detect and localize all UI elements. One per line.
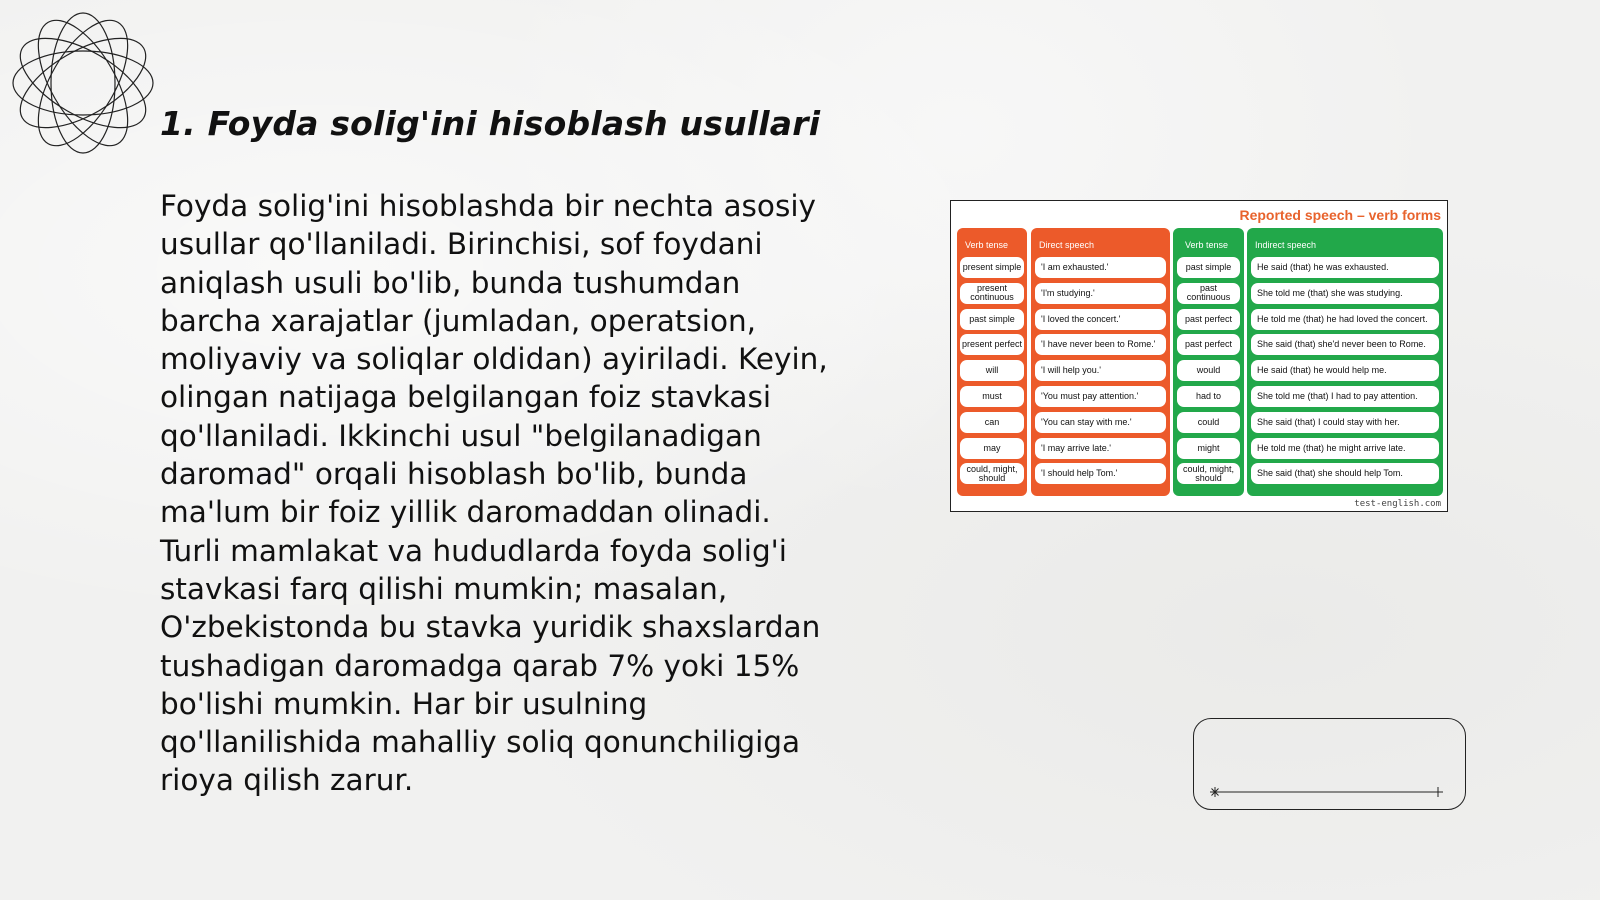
indirect-speech-cell: She told me (that) she was studying.: [1251, 283, 1439, 304]
indirect-speech-cell: She said (that) she'd never been to Rome.: [1251, 334, 1439, 355]
reported-speech-table-image: [950, 200, 1448, 512]
indirect-tense-cell: could: [1177, 412, 1240, 433]
direct-tense-cell: can: [960, 412, 1024, 433]
indirect-speech-cell: He told me (that) he had loved the concert.: [1251, 309, 1439, 330]
table-title: Reported speech – verb forms: [1239, 207, 1441, 223]
circle-ornament-icon: [8, 8, 158, 158]
indirect-tense-cell: might: [1177, 438, 1240, 459]
direct-speech-cell: 'I have never been to Rome.': [1035, 334, 1166, 355]
body-line: qo'llaniladi. Ikkinchi usul "belgilanadigan: [160, 418, 762, 453]
site-watermark: test-english.com: [1354, 499, 1441, 509]
indirect-speech-cell: She said (that) I could stay with her.: [1251, 412, 1439, 433]
body-paragraph: [160, 187, 860, 800]
direct-tense-cell: must: [960, 386, 1024, 407]
direct-speech-cell: 'I should help Tom.': [1035, 463, 1166, 484]
body-line: tushadigan daromadga qarab 7% yoki 15%: [160, 648, 800, 683]
body-line: qo'llanilishida mahalliy soliq qonunchiligiga: [160, 725, 801, 760]
direct-speech-cell: 'You must pay attention.': [1035, 386, 1166, 407]
body-line: ma'lum bir foiz yillik daromaddan olinadi.: [160, 495, 771, 530]
body-line: Foyda solig'ini hisoblashda bir nechta asosiy: [160, 189, 817, 223]
indirect-speech-cell: He said (that) he was exhausted.: [1251, 257, 1439, 278]
body-line: rioya qilish zarur.: [160, 763, 414, 798]
indirect-tense-cell: past simple: [1177, 257, 1240, 278]
slide-title: 1. Foyda solig'ini hisoblash usullari: [160, 104, 821, 143]
direct-tense-cell: will: [960, 360, 1024, 381]
column-header: Verb tense: [1185, 240, 1229, 250]
indirect-tense-cell: would: [1177, 360, 1240, 381]
column-header: Indirect speech: [1255, 240, 1317, 250]
direct-speech-cell: 'I'm studying.': [1035, 283, 1166, 304]
indirect-tense-cell: past perfect: [1177, 334, 1240, 355]
body-line: daromad" orqali hisoblash bo'lib, bunda: [160, 457, 748, 492]
body-line: usullar qo'llaniladi. Birinchisi, sof foydani: [160, 227, 763, 262]
column-header: Direct speech: [1039, 240, 1095, 250]
direct-tense-cell: may: [960, 438, 1024, 459]
direct-speech-cell: 'You can stay with me.': [1035, 412, 1166, 433]
body-line: O'zbekistonda bu stavka yuridik shaxslardan: [160, 610, 821, 645]
direct-tense-cell: could, might, should: [960, 463, 1024, 484]
direct-speech-cell: 'I am exhausted.': [1035, 257, 1166, 278]
direct-speech-cell: 'I loved the concert.': [1035, 309, 1166, 330]
indirect-tense-cell: past perfect: [1177, 309, 1240, 330]
star-line-icon: [1210, 787, 1445, 797]
indirect-speech-cell: He told me (that) he might arrive late.: [1251, 438, 1439, 459]
body-line: Turli mamlakat va hududlarda foyda solig'i: [160, 533, 787, 568]
body-line: bo'lishi mumkin. Har bir usulning: [160, 686, 648, 721]
body-line: moliyaviy va soliqlar oldidan) ayiriladi. Keyin,: [160, 342, 828, 377]
direct-tense-cell: past simple: [960, 309, 1024, 330]
body-line: stavkasi farq qilishi mumkin; masalan,: [160, 571, 728, 606]
indirect-speech-cell: She told me (that) I had to pay attention.: [1251, 386, 1439, 407]
indirect-tense-cell: had to: [1177, 386, 1240, 407]
direct-tense-cell: present continuous: [960, 283, 1024, 304]
direct-tense-cell: present perfect: [960, 334, 1024, 355]
indirect-tense-cell: could, might, should: [1177, 463, 1240, 484]
direct-speech-cell: 'I may arrive late.': [1035, 438, 1166, 459]
indirect-tense-cell: past continuous: [1177, 283, 1240, 304]
indirect-speech-cell: She said (that) she should help Tom.: [1251, 463, 1439, 484]
direct-speech-cell: 'I will help you.': [1035, 360, 1166, 381]
body-line: barcha xarajatlar (jumladan, operatsion,: [160, 303, 757, 338]
direct-tense-cell: present simple: [960, 257, 1024, 278]
body-line: aniqlash usuli bo'lib, bunda tushumdan: [160, 265, 741, 300]
indirect-speech-cell: He said (that) he would help me.: [1251, 360, 1439, 381]
body-line: olingan natijaga belgilangan foiz stavkasi: [160, 380, 772, 415]
column-header: Verb tense: [965, 240, 1009, 250]
